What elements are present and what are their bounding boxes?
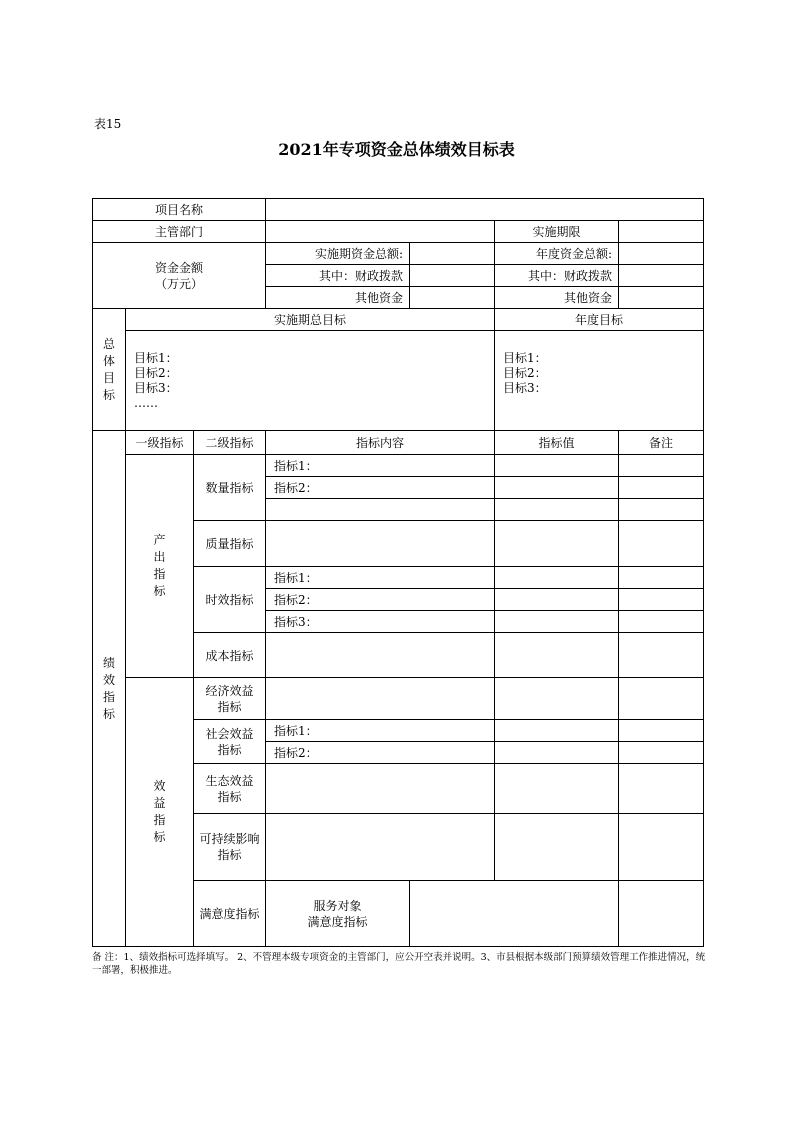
page-title: 2021年专项资金总体绩效目标表 [278, 140, 515, 159]
year-fiscal-value[interactable] [619, 265, 704, 287]
year-other-label: 其他资金 [495, 287, 619, 309]
col-level1: 一级指标 [126, 431, 194, 455]
period-fiscal-value[interactable] [410, 265, 495, 287]
output-indicator-label: 产 出 指 标 [126, 455, 194, 678]
value-cell[interactable] [495, 477, 619, 499]
table-row[interactable]: 指标3： [266, 611, 495, 633]
total-year-fund-label: 年度资金总额: [495, 243, 619, 265]
value-cell[interactable] [495, 589, 619, 611]
dept-value[interactable] [266, 221, 495, 243]
value-cell[interactable] [495, 521, 619, 567]
table-row[interactable]: 指标2： [266, 742, 495, 764]
period-value[interactable] [619, 221, 704, 243]
remark-cell[interactable] [619, 567, 704, 589]
quantity-indicator: 数量指标 [194, 455, 266, 521]
total-year-fund-value[interactable] [619, 243, 704, 265]
table-row[interactable]: 指标1： [266, 455, 495, 477]
col-remark: 备注 [619, 431, 704, 455]
value-cell[interactable] [495, 764, 619, 814]
table-row[interactable]: 指标2： [266, 589, 495, 611]
total-period-fund-value[interactable] [410, 243, 495, 265]
goal-line: …… [134, 395, 158, 410]
footnote: 备 注：1、绩效指标可选择填写。 2、不管理本级专项资金的主管部门，应公开空表并说明。3、市县根据本级部门预算绩效管理工作推进情况，统一部署，积极推进。 [92, 952, 706, 976]
goal-line: 目标3： [503, 380, 547, 395]
period-fiscal-label: 其中：财政拨款 [266, 265, 410, 287]
benefit-indicator-label: 效 益 指 标 [126, 678, 194, 947]
year-goal-header: 年度目标 [495, 309, 704, 331]
table-row[interactable] [266, 499, 495, 521]
performance-indicator-label: 绩 效 指 标 [93, 431, 126, 947]
quality-indicator: 质量指标 [194, 521, 266, 567]
service-satisfaction-indicator: 服务对象 满意度指标 [266, 881, 410, 947]
remark-cell[interactable] [619, 611, 704, 633]
remark-cell[interactable] [619, 499, 704, 521]
period-goal-header: 实施期总目标 [126, 309, 495, 331]
performance-goal-table [92, 198, 704, 947]
value-cell[interactable] [495, 814, 619, 881]
table-row[interactable]: 指标2： [266, 477, 495, 499]
goal-line: 目标3： [134, 380, 178, 395]
sustainable-impact-indicator: 可持续影响 指标 [194, 814, 266, 881]
fund-amount-line2: （万元） [155, 276, 204, 291]
year-goal-content[interactable] [495, 331, 704, 431]
remark-cell[interactable] [619, 814, 704, 881]
period-goal-content[interactable] [126, 331, 495, 431]
year-fiscal-label: 其中：财政拨款 [495, 265, 619, 287]
overall-goal-label: 总 体 目 标 [93, 309, 126, 431]
table-row[interactable] [266, 521, 495, 567]
value-cell[interactable] [495, 742, 619, 764]
year-other-value[interactable] [619, 287, 704, 309]
goal-line: 目标1： [134, 350, 178, 365]
fund-amount-label [93, 243, 266, 309]
project-name-label: 项目名称 [93, 199, 266, 221]
satisfaction-indicator-label: 满意度指标 [194, 881, 266, 947]
period-other-label: 其他资金 [266, 287, 410, 309]
table-row[interactable] [266, 633, 495, 678]
remark-cell[interactable] [619, 764, 704, 814]
value-cell[interactable] [495, 567, 619, 589]
period-other-value[interactable] [410, 287, 495, 309]
goal-line: 目标2： [134, 365, 178, 380]
remark-cell[interactable] [619, 678, 704, 720]
remark-cell[interactable] [619, 720, 704, 742]
period-label: 实施期限 [495, 221, 619, 243]
goal-line: 目标2： [503, 365, 547, 380]
table-row[interactable]: 指标1： [266, 720, 495, 742]
cost-indicator: 成本指标 [194, 633, 266, 678]
dept-label: 主管部门 [93, 221, 266, 243]
value-cell[interactable] [495, 611, 619, 633]
table-row[interactable] [266, 814, 495, 881]
value-cell[interactable] [495, 499, 619, 521]
value-cell[interactable] [495, 678, 619, 720]
total-period-fund-label: 实施期资金总额: [266, 243, 410, 265]
economic-benefit-indicator: 经济效益 指标 [194, 678, 266, 720]
social-benefit-indicator: 社会效益 指标 [194, 720, 266, 764]
value-cell[interactable] [495, 455, 619, 477]
remark-cell[interactable] [619, 633, 704, 678]
remark-cell[interactable] [619, 521, 704, 567]
table-row[interactable] [266, 764, 495, 814]
fund-amount-line1: 资金金额 [155, 260, 204, 275]
remark-cell[interactable] [619, 477, 704, 499]
table-row[interactable] [266, 678, 495, 720]
value-cell[interactable] [619, 881, 704, 947]
goal-line: 目标1： [503, 350, 547, 365]
ecological-benefit-indicator: 生态效益 指标 [194, 764, 266, 814]
table-number: 表15 [94, 117, 122, 131]
col-content: 指标内容 [266, 431, 495, 455]
table-row[interactable] [410, 881, 619, 947]
remark-cell[interactable] [619, 589, 704, 611]
col-level2: 二级指标 [194, 431, 266, 455]
value-cell[interactable] [495, 720, 619, 742]
project-name-value[interactable] [266, 199, 704, 221]
remark-cell[interactable] [619, 455, 704, 477]
timeliness-indicator: 时效指标 [194, 567, 266, 633]
table-row[interactable]: 指标1： [266, 567, 495, 589]
remark-cell[interactable] [619, 742, 704, 764]
value-cell[interactable] [495, 633, 619, 678]
col-value: 指标值 [495, 431, 619, 455]
